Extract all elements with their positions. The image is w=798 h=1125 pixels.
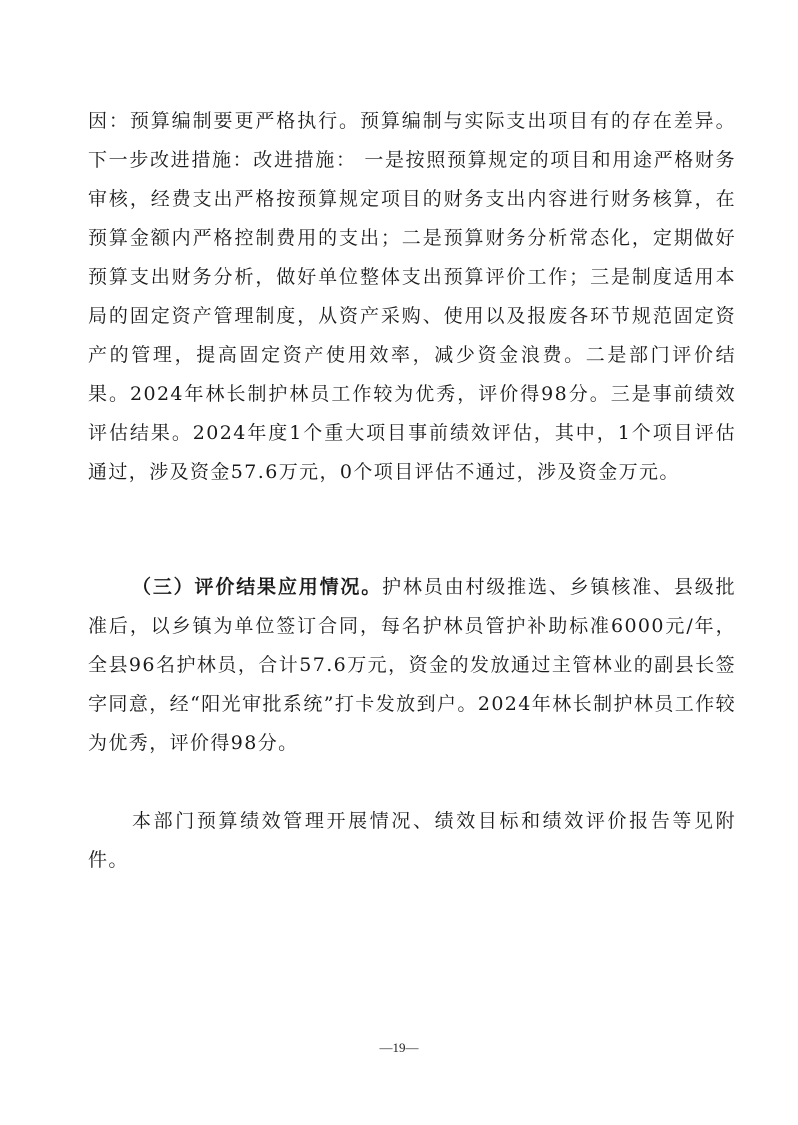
- body-paragraph-improvement-measures: 因：预算编制要更严格执行。预算编制与实际支出项目有的存在差异。下一步改进措施：改进措施： 一是按照预算规定的项目和用途严格财务审核，经费支出严格按预算规定项目的财务支出内容进行财务核算，在预算金额内严格控制费用的支出；二是预算财务分析常态化，定期做好预算支出财务分析，做好单位整体支出预算评价工作；三是制度适用本局的固定资产管理制度，从资产采购、使用以及报废各环节规范固定资产的管理，提高固定资产使用效率，减少资金浪费。二是部门评价结果。2024年林长制护林员工作较为优秀，评价得98分。三是事前绩效评估结果。2024年度1个重大项目事前绩效评估，其中，1个项目评估通过，涉及资金57.6万元，0个项目评估不通过，涉及资金万元。: [88, 110, 736, 483]
- section-3-body: 护林员由村级推选、乡镇核准、县级批准后，以乡镇为单位签订合同，每名护林员管护补助标准6000元/年，全县96名护林员，合计57.6万元，资金的发放通过主管林业的副县长签字同意，经“阳光审批系统”打卡发放到户。2024年林长制护林员工作较为优秀，评价得98分。: [88, 576, 736, 754]
- closing-paragraph: 本部门预算绩效管理开展情况、绩效目标和绩效评价报告等见附件。: [88, 810, 736, 871]
- section-3-heading: （三）评价结果应用情况。: [132, 576, 383, 598]
- section-3-paragraph: [88, 568, 736, 763]
- page-number: —19—: [379, 1040, 419, 1055]
